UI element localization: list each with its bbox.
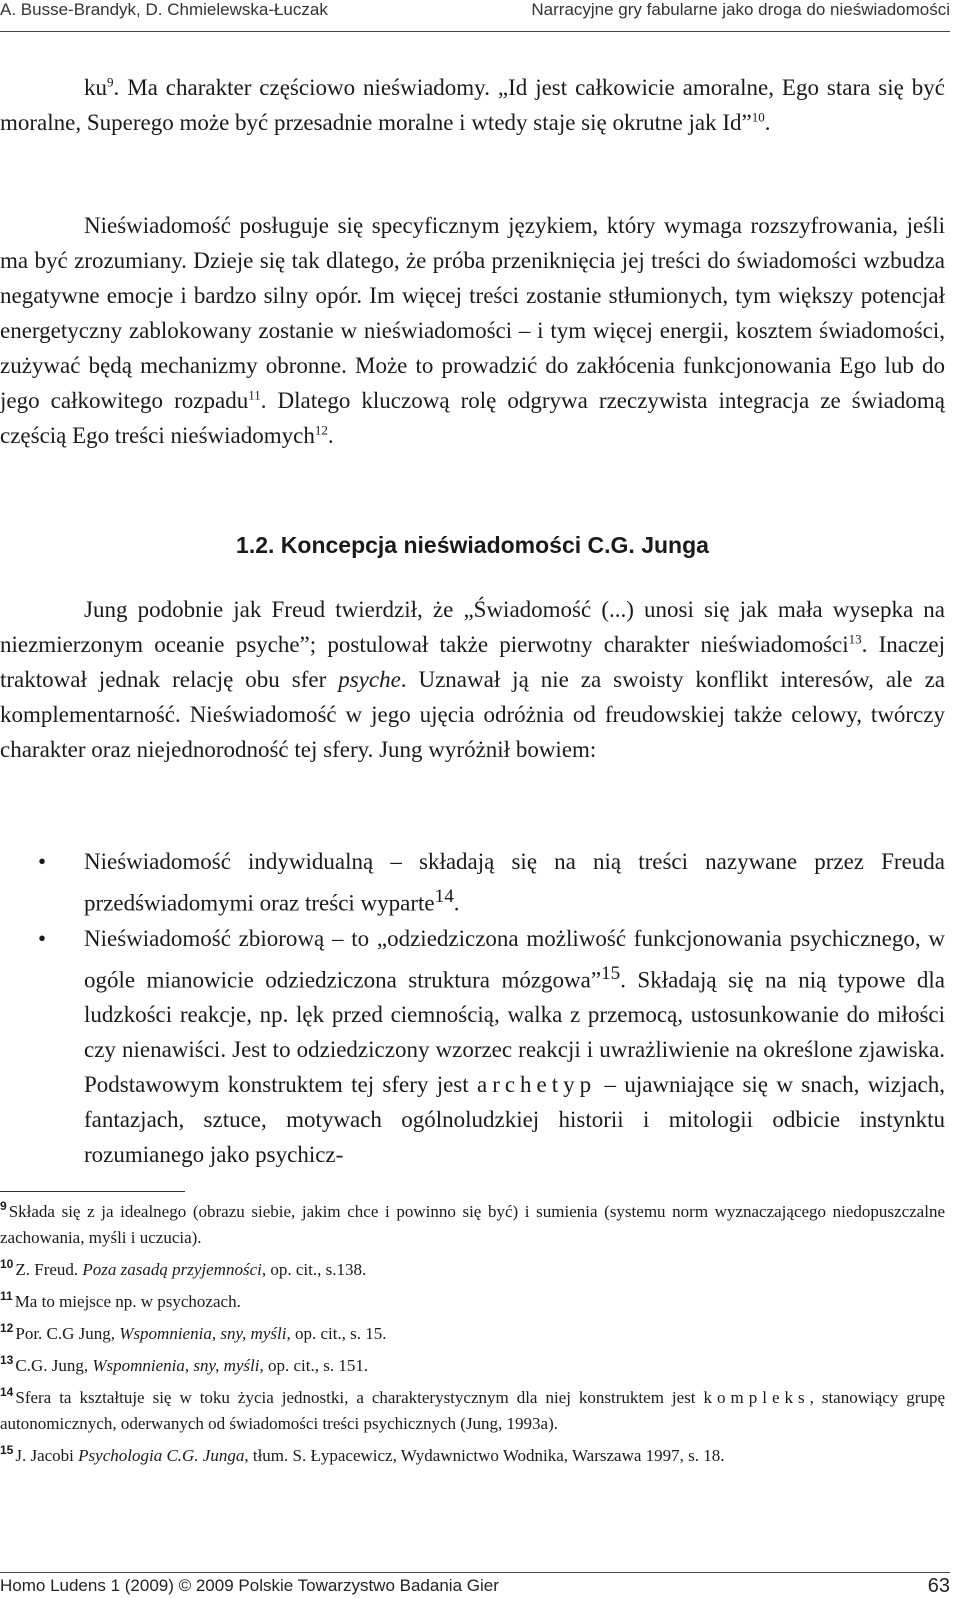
footnote-text: , stanowiący grupę autonomicznych, oderwanych od świadomości treści psychicznych (Jung, 1993a). — [0, 1388, 946, 1433]
footnote-12 — [0, 1321, 945, 1347]
text-run: . Dlatego kluczową rolę odgrywa rzeczywista integracja ze świadomą częścią Ego treści nieświadomych — [0, 388, 945, 448]
footnote-number: 14 — [0, 1385, 14, 1400]
footnote-number: 10 — [0, 1257, 14, 1272]
footnote-number: 12 — [0, 1321, 14, 1336]
footnote-ref-9[interactable]: 9 — [107, 74, 114, 90]
running-header — [0, 0, 950, 30]
footnote-number: 11 — [0, 1289, 13, 1304]
footnote-15 — [0, 1443, 945, 1469]
footnote-number: 13 — [0, 1353, 14, 1368]
footnote-text: C.G. Jung, — [15, 1356, 93, 1375]
section-heading: 1.2. Koncepcja nieświadomości C.G. Junga — [236, 532, 709, 558]
footnote-number: 15 — [0, 1443, 14, 1458]
footnote-10 — [0, 1257, 945, 1283]
bullet-item-collective — [0, 921, 945, 1173]
footnote-14 — [0, 1385, 945, 1437]
footnote-text: Sfera ta kształtuje się w toku życia jednostki, a charakterystycznym dla niej konstruktem jest — [15, 1388, 704, 1407]
italic-term: psyche — [338, 667, 401, 692]
bullet-list — [0, 844, 945, 1172]
bullet-icon: • — [38, 925, 47, 951]
footnote-text: , tłum. S. Łypacewicz, Wydawnictwo Wodnika, Warszawa 1997, s. 18. — [244, 1446, 725, 1465]
footnote-italic: Poza zasadą przyjemności — [82, 1260, 262, 1279]
text-run: . Ma charakter częściowo nieświadomy. „Id jest całkowicie amoralne, Ego stara się być moralne, Superego może być przesadnie moralne i wtedy staje się okrutne jak Id” — [0, 75, 945, 135]
header-author: A. Busse-Brandyk, D. Chmielewska-Łuczak — [0, 0, 328, 19]
footnote-italic: Psychologia C.G. Junga — [78, 1446, 245, 1465]
text-run: Nieświadomość zbiorową – to „odziedziczona możliwość funkcjonowania psychicznego, w ogóle mianowicie odziedziczona struktura mózgowa” — [84, 925, 945, 993]
header-rule — [0, 31, 950, 32]
text-run: ku — [84, 75, 107, 100]
footnote-9 — [0, 1199, 945, 1251]
text-run: Nieświadomość indywidualną – składają się na nią treści nazywane przez Freuda przedświadomymi oraz treści wyparte — [84, 849, 945, 916]
paragraph-continuation — [0, 70, 945, 140]
footnote-italic: Wspomnienia, sny, myśli — [92, 1356, 260, 1375]
footer-rule — [0, 1572, 950, 1573]
paragraph-unconscious-language — [0, 208, 945, 453]
text-run: Nieświadomość posługuje się specyficznym językiem, który wymaga rozszyfrowania, jeśli ma być zrozumiany. Dzieje się tak dlatego, że próba przeniknięcia jej treści do świadomości wzbudza negatywne emocje i bardzo silny opór. Im więcej treści zostanie stłumionych, tym większy potencjał energetyczny zablokowany zostanie w nieświadomości – i tym więcej energii, kosztem świadomości, zużywać będą mechanizmy obronne. Może to prowadzić do zakłócenia funkcjonowania Ego lub do jego całkowitego rozpadu — [0, 213, 945, 413]
page-number: 63 — [927, 1574, 950, 1597]
footnote-text: , op. cit., s. 15. — [286, 1324, 387, 1343]
footnote-ref-12[interactable]: 12 — [314, 422, 328, 438]
text-run: . Uznawał ją nie za swoisty konflikt interesów, ale za komplementarność. Nieświadomość w jego ujęcia odróżnia od freudowskiej także celowy, twórczy charakter oraz niejednorodność tej sfery. Jung wyróżnił bowiem: — [0, 667, 945, 762]
text-run: . Składają się na nią typowe dla ludzkości reakcje, np. lęk przed ciemnością, walka z przemocą, ustosunkowanie do miłości czy nienawiści. Jest to odziedziczony wzorzec reakcji i uwrażliwienie na określone zjawiska. Podstawowym konstruktem tej sfery jest — [84, 967, 945, 1098]
footnote-text: Składa się z ja idealnego (obrazu siebie, jakim chce i powinno się być) i sumienia (systemu norm wyznaczającego niedopuszczalne zachowania, myśli i uczucia). — [0, 1202, 945, 1247]
text-run: . — [327, 423, 334, 448]
footnote-text: Z. Freud. — [15, 1260, 83, 1279]
footnote-italic: Wspomnienia, sny, myśli — [119, 1324, 287, 1343]
footnote-ref-13[interactable]: 13 — [848, 631, 862, 647]
text-run: – ujawniające się w snach, wizjach, fantazjach, sztuce, motywach ogólnoludzkiej historii i mitologii odbicie instynktu rozumianego jako psychicz- — [84, 1072, 945, 1168]
footnotes — [0, 1199, 945, 1475]
footnote-number: 9 — [0, 1199, 7, 1214]
header-title: Narracyjne gry fabularne jako droga do nieświadomości — [531, 0, 950, 19]
footnote-text: J. Jacobi — [15, 1446, 79, 1465]
footnote-separator — [0, 1191, 185, 1192]
spaced-term: archetyp — [476, 1072, 597, 1098]
footer-citation: Homo Ludens 1 (2009) © 2009 Polskie Towarzystwo Badania Gier — [0, 1576, 499, 1595]
text-run: Jung podobnie jak Freud twierdził, że „Świadomość (...) unosi się jak mała wysepka na niezmierzonym oceanie psyche”; postulował także pierwotny charakter nieświadomości — [0, 597, 945, 657]
bullet-icon: • — [38, 849, 47, 874]
running-footer — [0, 1574, 950, 1598]
footnote-11 — [0, 1289, 945, 1315]
footnote-text: , op. cit., s. 151. — [259, 1356, 369, 1375]
footnote-spaced-term: kompleks — [703, 1388, 810, 1407]
bullet-item-individual — [0, 844, 945, 921]
footnote-text: , op. cit., s.138. — [261, 1260, 367, 1279]
text-run: . — [453, 890, 460, 916]
footnote-ref-10[interactable]: 10 — [751, 109, 765, 125]
footnote-13 — [0, 1353, 945, 1379]
text-run: . Inaczej traktował jednak relację obu sfer — [0, 632, 945, 692]
footnote-text: Por. C.G Jung, — [15, 1324, 120, 1343]
footnote-ref-15[interactable]: 15 — [601, 962, 621, 984]
text-run: . — [764, 110, 771, 135]
footnote-text: Ma to miejsce np. w psychozach. — [14, 1292, 241, 1311]
footnote-ref-11[interactable]: 11 — [248, 387, 261, 403]
paragraph-jung-concept — [0, 592, 945, 767]
footnote-ref-14[interactable]: 14 — [434, 886, 454, 907]
